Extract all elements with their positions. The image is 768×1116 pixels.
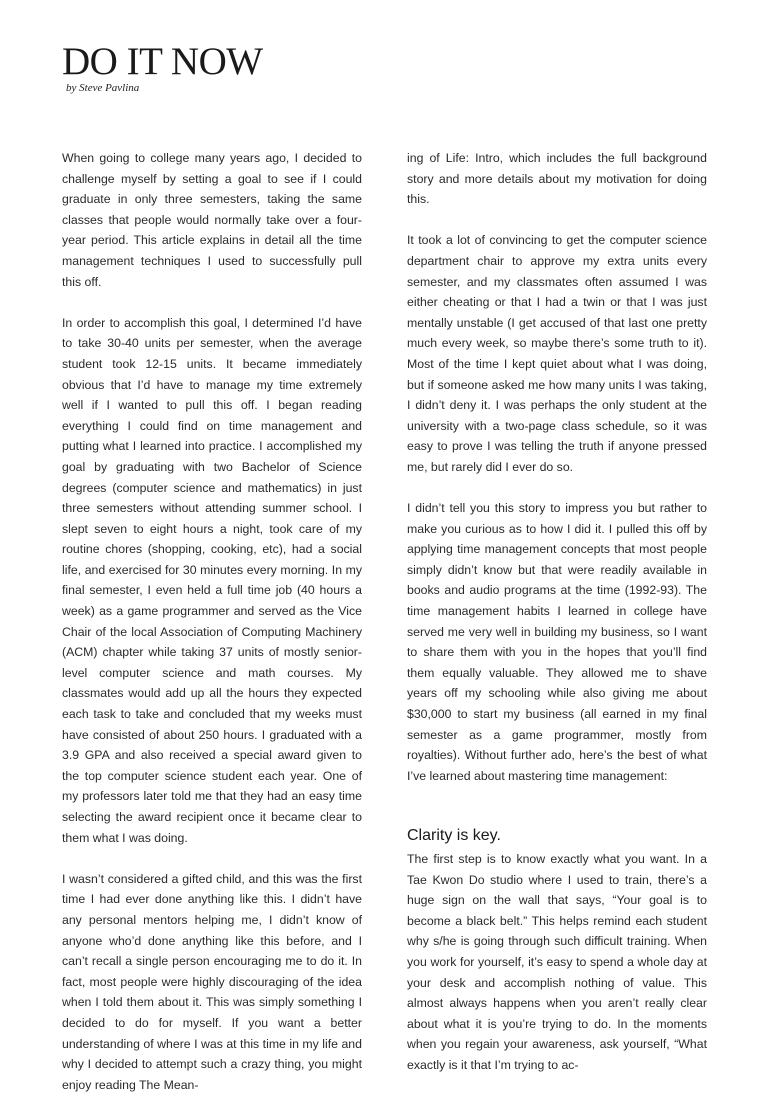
- paragraph: It took a lot of convincing to get the computer science department chair to approve my extra units every semester, and my classmates often assumed I was either cheating or that I had a twin or that I was just mentally unstable (I get accused of that last one pretty much every week, so maybe there’s some truth to it). Most of the time I kept quiet about what I was doing, but if someone asked me how many units I was taking, I didn’t deny it. I was perhaps the only student at the university with a two-page class schedule, so it was easy to prove I was telling the truth if anyone pressed me, but rarely did I ever do so.: [407, 233, 707, 474]
- paragraph: I didn’t tell you this story to impress you but rather to make you curious as to how I did it. I pulled this off by applying time management concepts that most people simply didn’t know but that were readily available in books and audio programs at the time (1992-93). The time management habits I learned in college have served me very well in building my business, so I want to share them with you in the hopes that you’ll find them equally valuable. They allowed me to shave years off my schooling while also giving me about $30,000 to start my business (all earned in my final semester as a game programmer, mostly from royalties). Without further ado, here’s the best of what I’ve learned about mastering time management:: [407, 501, 707, 783]
- paragraph: In order to accomplish this goal, I determined I’d have to take 30-40 units per semester, when the average student took 12-15 units. It became immediately obvious that I’d have to manage my time extremely well if I wanted to pull this off. I began reading everything I could find on time management and putting what I learned into practice. I accomplished my goal by graduating with two Bachelor of Science degrees (computer science and mathematics) in just three semesters without attending summer school. I slept seven to eight hours a night, took care of my routine chores (shopping, cooking, etc), had a social life, and exercised for 30 minutes every morning. In my final semester, I even held a full time job (40 hours a week) as a game programmer and served as the Vice Chair of the local Association of Computing Machinery (ACM) chapter while taking 37 units of mostly senior-level computer science and math courses. My classmates would add up all the hours they expected each task to take and concluded that my weeks must have consisted of about 250 hours. I graduated with a 3.9 GPA and also received a special award given to the top computer science student each year. One of my professors later told me that they had an easy time selecting the award recipient once it became clear to them what I was doing.: [62, 315, 362, 845]
- section-heading: Clarity is key.: [407, 827, 501, 844]
- paragraph: I wasn’t considered a gifted child, and this was the first time I had ever done anything like this. I didn’t have any personal mentors helping me, I didn’t know of anyone who’d done anything like this before, and I can’t recall a single person encouraging me to do it. In fact, most people were highly discouraging of the idea when I told them about it. This was simply something I decided to do for myself. If you want a better understanding of where I was at this time in my life and why I decided to attempt such a crazy thing, you might enjoy reading The Mean-: [62, 871, 362, 1092]
- paragraph: The first step is to know exactly what you want. In a Tae Kwon Do studio where I used to train, there’s a huge sign on the wall that says, “Your goal is to become a black belt.” This helps remind each student why s/he is going through such difficult training. When you work for yourself, it’s easy to spend a whole day at your desk and accomplish nothing of value. This almost always happens when you aren’t really clear about what it is you’re trying to do. In the moments when you regain your awareness, ask yourself, “What exactly is it that I’m trying to ac-: [407, 852, 707, 1072]
- left-column: [62, 148, 362, 1116]
- paragraph: ing of Life: Intro, which includes the full background story and more details about my motivation for doing this.: [407, 151, 707, 207]
- right-column: [407, 148, 707, 1096]
- article-title: DO IT NOW: [62, 40, 263, 83]
- paragraph: When going to college many years ago, I decided to challenge myself by setting a goal to see if I could graduate in only three semesters, taking the same classes that people would normally take over a four-year period. This article explains in detail all the time management techniques I used to successfully pull this off.: [62, 151, 362, 289]
- article-byline: by Steve Pavlina: [66, 82, 140, 94]
